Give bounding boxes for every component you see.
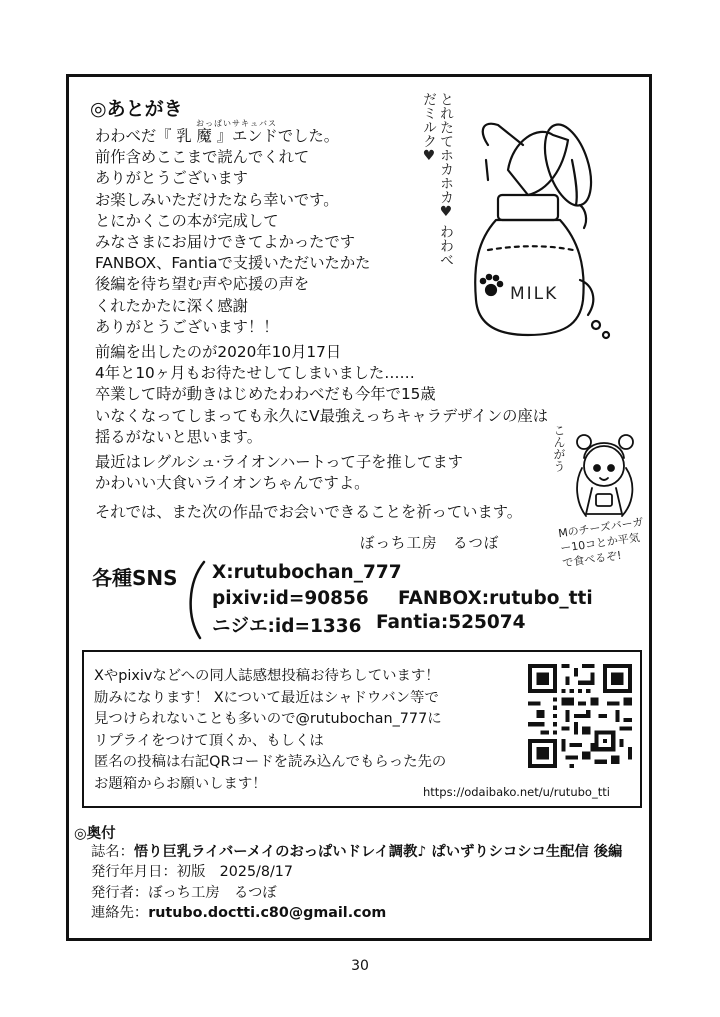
- text-line: 4年と10ヶ月もお待たせしてしまいました……: [95, 364, 415, 383]
- label: 連絡先：: [91, 904, 149, 921]
- text-line: いなくなってしまっても永久にV最強えっちキャラデザインの座は: [95, 406, 549, 425]
- signature: ぼっち工房 るつぼ: [360, 536, 500, 552]
- afterword-paragraph-1: [95, 126, 370, 338]
- publish-date: 初版 2025/8/17: [176, 864, 293, 881]
- text-line: くれたかたに深く感謝: [95, 296, 248, 315]
- qr-code[interactable]: [528, 664, 632, 768]
- colophon-title-row: [91, 842, 622, 862]
- afterword-heading: ◎あとがき: [90, 98, 183, 120]
- afterword-paragraph-3: [95, 452, 463, 494]
- text-line: 卒業して時が動きはじめたわわべだも今年で15歳: [95, 385, 436, 404]
- contact-email[interactable]: rutubo.doctti.c80@gmail.com: [148, 904, 387, 921]
- request-text: [94, 666, 446, 796]
- text-line: かわいい大食いライオンちゃんですよ。: [95, 474, 370, 493]
- colophon-contact-row: [91, 903, 622, 923]
- text-line: 励みになります！ Xについて最近はシャドウバン等で: [94, 689, 439, 706]
- sns-nijie: ニジエ:id=1336: [212, 616, 362, 637]
- text-line: みなさまにお届けできてよかったです: [95, 232, 356, 251]
- text-line: お楽しみいただけたなら幸いです。: [95, 190, 339, 209]
- colophon: [91, 842, 622, 923]
- sns-label: 各種SNS: [92, 566, 178, 590]
- afterword-paragraph-2: [95, 342, 548, 448]
- book-title: 悟り巨乳ライバーメイのおっぱいドレイ調教♪ ぱいずりシコシコ生配信 後編: [133, 844, 623, 860]
- qr-url[interactable]: https://odaibako.net/u/rutubo_tti: [423, 785, 610, 799]
- text-line: 前作含めここまで読んでくれて: [95, 148, 310, 167]
- ruby-annotation: おっぱいサキュバス: [196, 119, 277, 128]
- lion-girl-illustration: [556, 428, 652, 520]
- label: 誌名：: [91, 844, 134, 860]
- bottle-handwritten-note: とれたてホカホカ♥ わわべだミルク♥: [421, 92, 454, 267]
- colophon-date-row: [91, 862, 622, 882]
- milk-label: MILK: [510, 284, 559, 304]
- sns-fantia: Fantia:525074: [376, 612, 526, 633]
- text-line: Xやpixivなどへの同人誌感想投稿お待ちしています！: [94, 668, 440, 684]
- label: 発行年月日：: [91, 864, 177, 881]
- sns-pixiv: pixiv:id=90856: [212, 588, 369, 609]
- text-line: FANBOX、Fantiaで支援いただいたかた: [95, 254, 371, 273]
- afterword-paragraph-4: それでは、また次の作品でお会いできることを祈っています。: [95, 503, 523, 521]
- text-line: お題箱からお願いします！: [94, 775, 267, 792]
- text-line: 前編を出したのが2020年10月17日: [95, 343, 342, 361]
- text-line: 最近はレグルシュ·ライオンハートって子を推してます: [95, 453, 463, 471]
- lion-handwritten-note-2: Mのチーズバーガー10コとか平気で食べるぞ!: [557, 515, 645, 570]
- text-line: 見つけられないことも多いので@rutubochan_777に: [94, 711, 442, 728]
- lion-handwritten-note-1: こんがう: [552, 424, 566, 472]
- colophon-publisher-row: [91, 883, 622, 903]
- publisher: ぼっち工房 るつぼ: [148, 884, 277, 901]
- label: 発行者：: [91, 884, 149, 901]
- text-line: 後編を待ち望む声や応援の声を: [95, 275, 310, 294]
- sns-x: X:rutubochan_777: [212, 562, 402, 583]
- text-line: 揺るがないと思います。: [95, 427, 263, 446]
- text-line: とにかくこの本が完成して: [95, 211, 279, 230]
- page-number: 30: [351, 958, 369, 974]
- text-line: ありがとうございます: [95, 169, 248, 188]
- breast-pump-bottle-illustration: [468, 100, 628, 350]
- sns-fanbox: FANBOX:rutubo_tti: [398, 588, 593, 609]
- text-line: ありがとうございます！！: [95, 317, 279, 336]
- bracket-decoration: [176, 558, 216, 640]
- text-line: 匿名の投稿は右記QRコードを読み込んでもらった先の: [94, 754, 447, 771]
- text-line: リプライをつけて頂くか、もしくは: [94, 732, 324, 749]
- colophon-heading: ◎奥付: [74, 826, 116, 842]
- text-line: わわべだ『 乳 魔 』エンドでした。: [95, 127, 340, 145]
